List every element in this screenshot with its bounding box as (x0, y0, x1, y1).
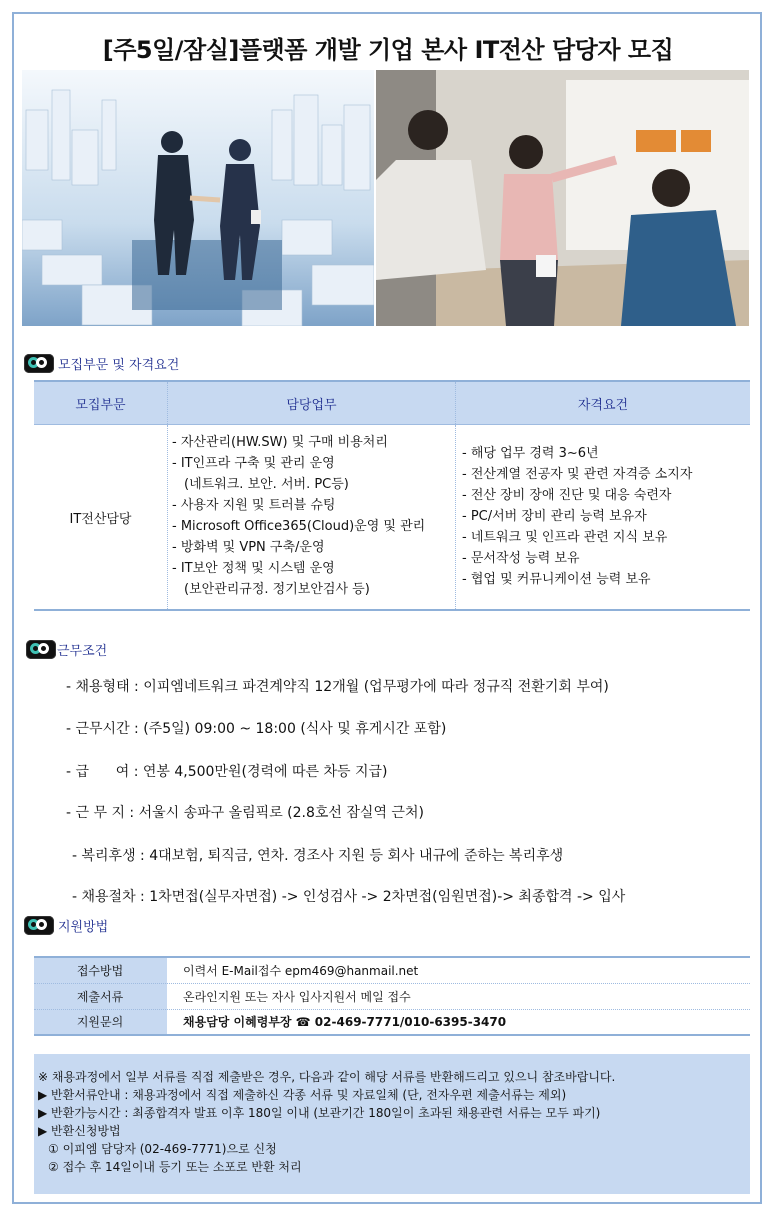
section-apply-header (24, 916, 108, 935)
recruit-table (34, 380, 750, 611)
section-recruit-label: 모집부문 및 자격요건 (58, 358, 180, 373)
apply-row-documents (34, 983, 750, 1009)
duty-item: - IT보안 정책 및 시스템 운영 (172, 561, 335, 576)
notice-line: ▶ 반환가능시간 : 최종합격자 발표 이후 180일 이내 (보관기간 180일이 초과된 채용관련 서류는 모두 파기) (38, 1106, 601, 1120)
notice-line: ※ 채용과정에서 일부 서류를 직접 제출받은 경우, 다음과 같이 해당 서류를 반환해드리고 있으니 참조바랍니다. (38, 1070, 616, 1084)
condition-employment-type: - 채용형태 : 이피엠네트워크 파견계약직 12개월 (업무평가에 따라 정규직 전환기회 부여) (66, 679, 609, 695)
duty-item: - 자산관리(HW.SW) 및 구매 비용처리 (172, 435, 388, 450)
qualification-item: - PC/서버 장비 관리 능력 보유자 (462, 508, 647, 524)
recruit-table-row (34, 425, 750, 611)
notice-line: ▶ 반환신청방법 (38, 1124, 121, 1138)
meeting-photo (376, 70, 749, 326)
apply-label: 접수방법 (34, 957, 167, 983)
duty-item: (네트워크. 보안. 서버. PC등) (184, 477, 349, 492)
qualification-item: - 네트워크 및 인프라 관련 지식 보유 (462, 529, 668, 545)
apply-label: 지원문의 (34, 1009, 167, 1035)
condition-work-hours: - 근무시간 : (주5일) 09:00 ~ 18:00 (식사 및 휴게시간 포함) (66, 721, 447, 737)
qualification-item: - 해당 업무 경력 3~6년 (462, 445, 599, 461)
apply-documents: 온라인지원 또는 자사 입사지원서 메일 접수 (167, 983, 751, 1009)
notice-line: ② 접수 후 14일이내 등기 또는 소포로 반환 처리 (48, 1160, 302, 1174)
duty-item: - Microsoft Office365(Cloud)운영 및 관리 (172, 519, 426, 534)
qualification-item: - 협업 및 커뮤니케이션 능력 보유 (462, 571, 651, 587)
duty-item: - 방화벽 및 VPN 구축/운영 (172, 540, 325, 555)
qualification-item: - 전산 장비 장애 진단 및 대응 숙련자 (462, 487, 672, 503)
section-recruit-header (24, 354, 179, 373)
page-title: [주5일/잠실]플랫폼 개발 기업 본사 IT전산 담당자 모집 (102, 36, 674, 64)
apply-row-contact (34, 1009, 750, 1035)
notice-line: ▶ 반환서류안내 : 채용과정에서 직접 제출하신 각종 서류 및 자료일체 (단, 전자우편 제출서류는 제외) (38, 1088, 567, 1102)
apply-label: 제출서류 (34, 983, 167, 1009)
infinity-badge-icon (24, 916, 54, 935)
document-return-notice (34, 1054, 750, 1194)
section-apply-label: 지원방법 (58, 920, 109, 935)
duties-cell (168, 425, 456, 611)
apply-row-method (34, 957, 750, 983)
condition-salary: - 급 여 : 연봉 4,500만원(경력에 따른 차등 지급) (66, 764, 388, 780)
handshake-photo (22, 70, 374, 326)
header-qualifications: 자격요건 (456, 381, 751, 425)
apply-email: 이력서 E-Mail접수 epm469@hanmail.net (167, 957, 751, 983)
header-duties: 담당업무 (168, 381, 456, 425)
recruit-table-header (34, 381, 750, 425)
duty-item: - IT인프라 구축 및 관리 운영 (172, 456, 335, 471)
qualification-item: - 전산계열 전공자 및 관련 자격증 소지자 (462, 466, 693, 482)
duty-item: - 사용자 지원 및 트러블 슈팅 (172, 498, 336, 513)
infinity-badge-icon (26, 640, 56, 659)
qualification-item: - 문서작성 능력 보유 (462, 550, 580, 566)
section-conditions-label: 근무조건 (57, 644, 108, 659)
apply-contact: 채용담당 이혜령부장 ☎ 02-469-7771/010-6395-3470 (167, 1009, 751, 1035)
condition-location: - 근 무 지 : 서울시 송파구 올림픽로 (2.8호선 잠실역 근처) (66, 805, 424, 821)
apply-table (34, 956, 750, 1036)
qualifications-cell (456, 425, 751, 611)
condition-process: - 채용절차 : 1차면접(실무자면접) -> 인성검사 -> 2차면접(임원면접)-> 최종합격 -> 입사 (72, 889, 626, 905)
infinity-badge-icon (24, 354, 54, 373)
duty-item: (보안관리규정. 정기보안검사 등) (184, 582, 370, 597)
condition-benefits: - 복리후생 : 4대보험, 퇴직금, 연차. 경조사 지원 등 회사 내규에 준하는 복리후생 (72, 848, 564, 864)
notice-line: ① 이피엠 담당자 (02-469-7771)으로 신청 (48, 1142, 277, 1156)
section-conditions-header (26, 640, 107, 659)
department-cell: IT전산담당 (34, 425, 168, 611)
header-department: 모집부문 (34, 381, 168, 425)
